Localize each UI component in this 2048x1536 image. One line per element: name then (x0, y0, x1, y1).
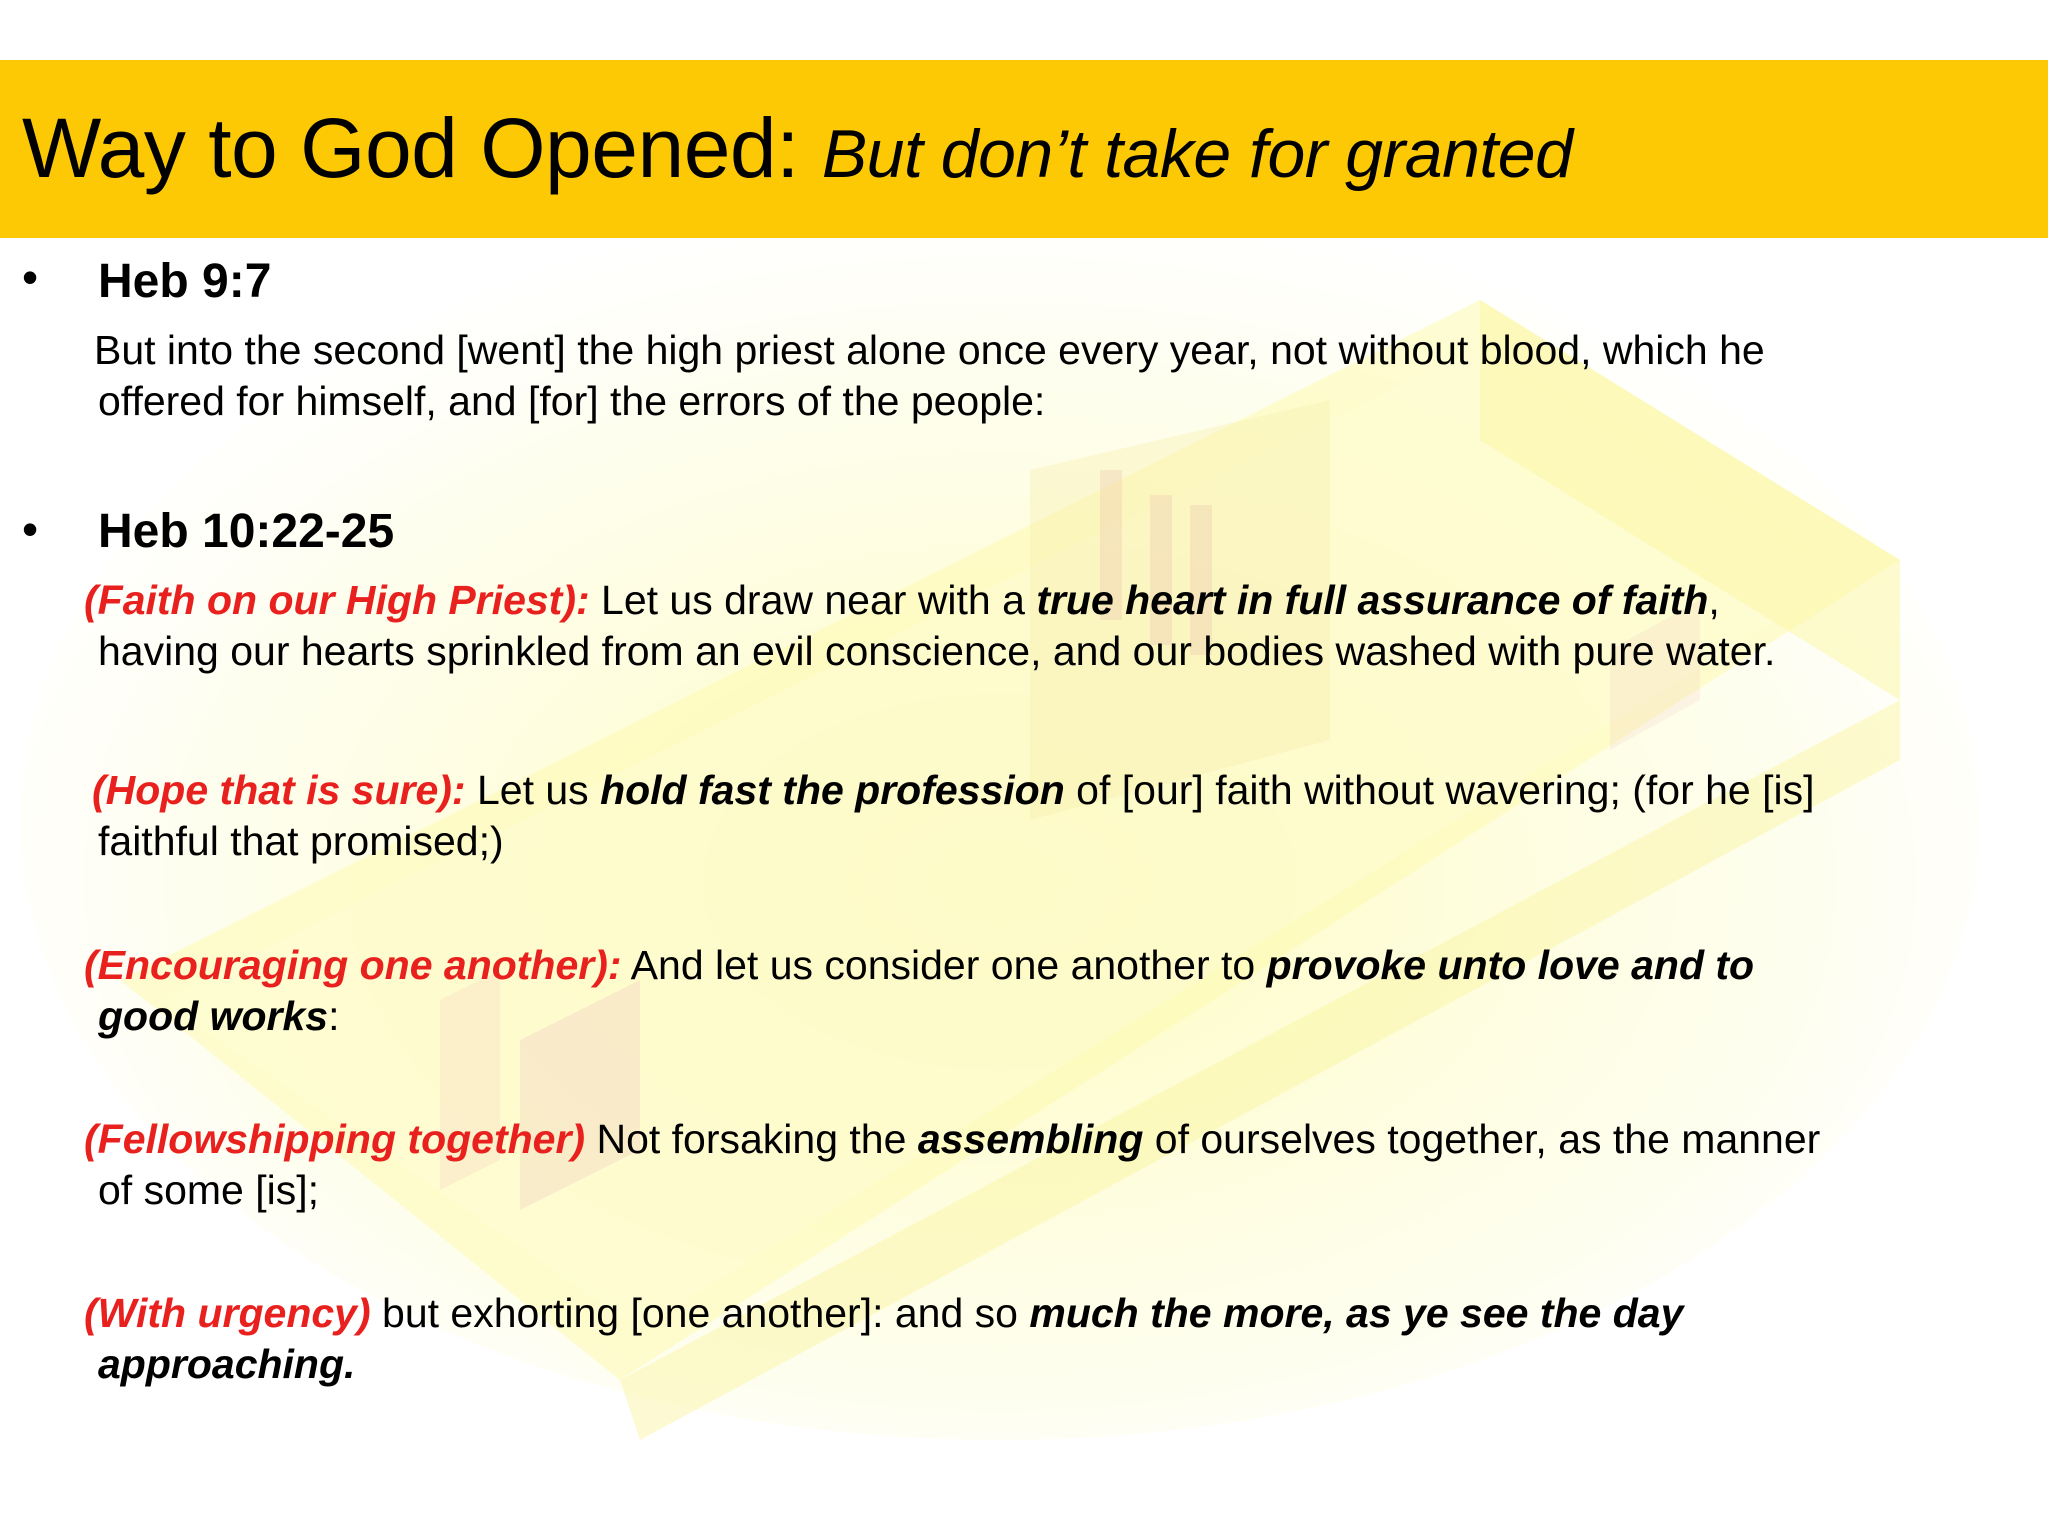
paragraph-line (92, 765, 1815, 816)
emphasis-text: approaching. (98, 1341, 356, 1387)
bullet-icon: • (22, 503, 39, 555)
title-main: Way to God Opened: (22, 101, 822, 195)
verse-line: But into the second [went] the high priest alone once every year, not without blood, which he (94, 327, 1765, 373)
paragraph-text: Let us draw near with a (589, 577, 1037, 623)
verse-line: offered for himself, and [for] the errors of the people: (98, 378, 1046, 424)
paragraph-line (84, 1114, 1820, 1165)
paragraph-line (84, 575, 1775, 626)
paragraph-text: : (328, 993, 340, 1039)
paragraph-text: Not forsaking the (585, 1116, 918, 1162)
paragraph-text: of [our] faith without wavering; (for he [is] (1064, 767, 1815, 813)
paragraph-text: Let us (465, 767, 601, 813)
slide-title (22, 100, 1572, 197)
emphasis-text: true heart in full assurance of faith (1036, 577, 1709, 623)
paragraph-line (84, 940, 1754, 991)
paragraph-fellowshipping (84, 1114, 1820, 1216)
paragraph-line: of some [is]; (98, 1167, 320, 1213)
paragraph-urgency (84, 1288, 1683, 1390)
paragraph-text: of ourselves together, as the manner (1143, 1116, 1821, 1162)
paragraph-line: having our hearts sprinkled from an evil conscience, and our bodies washed with pure water. (98, 628, 1776, 674)
emphasis-text: hold fast the profession (600, 767, 1065, 813)
paragraph-label: (Encouraging one another): (84, 942, 622, 988)
emphasis-text: assembling (917, 1116, 1144, 1162)
paragraph-line (84, 1288, 1683, 1339)
verse-heb-9-7 (94, 325, 1765, 427)
paragraph-text: And let us consider one another to (621, 942, 1267, 988)
emphasis-text: much the more, as ye see the day (1029, 1290, 1684, 1336)
paragraph-text: but exhorting [one another]: and so (370, 1290, 1030, 1336)
paragraph-text: , (1708, 577, 1720, 623)
paragraph-line: faithful that promised;) (98, 818, 504, 864)
paragraph-label: (Faith on our High Priest): (84, 577, 590, 623)
section-heading-heb-10-22-25: Heb 10:22-25 (98, 505, 395, 558)
paragraph-hope (92, 765, 1815, 867)
title-subtitle: But don’t take for granted (821, 116, 1573, 192)
paragraph-line (98, 991, 1754, 1042)
emphasis-text: good works (98, 993, 329, 1039)
paragraph-faith (84, 575, 1775, 677)
bullet-icon: • (22, 251, 39, 303)
paragraph-label: (With urgency) (84, 1290, 371, 1336)
emphasis-text: provoke unto love and to (1266, 942, 1755, 988)
section-heading-heb-9-7: Heb 9:7 (98, 255, 272, 308)
paragraph-encouraging (84, 940, 1754, 1042)
paragraph-label: (Fellowshipping together) (84, 1116, 586, 1162)
paragraph-label: (Hope that is sure): (92, 767, 466, 813)
paragraph-line (98, 1339, 1683, 1390)
